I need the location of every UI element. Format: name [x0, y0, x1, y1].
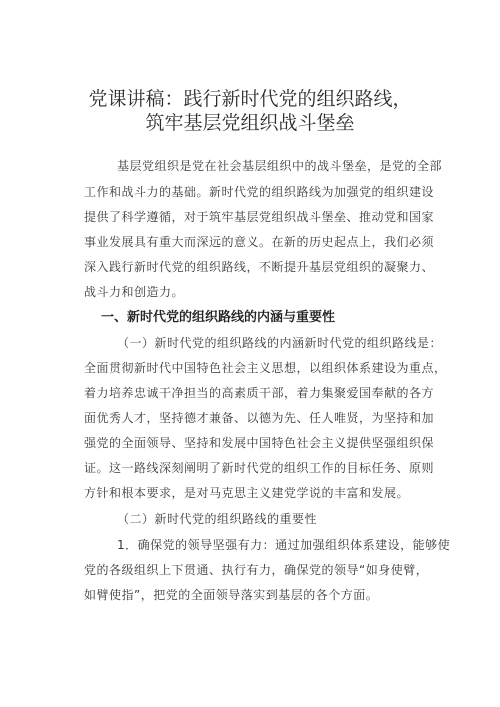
document-title-line-2: 筑牢基层党组织战斗堡垒 — [145, 112, 355, 134]
section-1-heading: 一、新时代党的组织路线的内涵与重要性 — [101, 310, 336, 325]
sub1-line-4: 面优秀人才，坚持德才兼备、以德为先、任人唯贤，为坚持和加 — [84, 411, 435, 425]
point1-line-1: 1．确保党的领导坚强有力：通过加强组织体系建设，能够使 — [117, 538, 451, 552]
sub1-line-6: 证。这一路线深刻阐明了新时代党的组织工作的目标任务、原则 — [84, 461, 435, 475]
point1-line-3: 如臂使指”，把党的全面领导落实到基层的各个方面。 — [84, 588, 379, 602]
sub1-line-1: （一）新时代党的组织路线的内涵新时代党的组织路线是： — [117, 336, 443, 350]
sub1-line-2: 全面贯彻新时代中国特色社会主义思想，以组织体系建设为重点， — [84, 361, 447, 375]
intro-line-1: 基层党组织是党在社会基层组织中的战斗堡垒，是党的全部 — [117, 159, 443, 173]
intro-line-4: 事业发展具有重大而深远的意义。在新的历史起点上，我们必须 — [84, 235, 435, 249]
document-title-line-1: 党课讲稿：践行新时代党的组织路线， — [88, 88, 412, 110]
intro-line-6: 战斗力和创造力。 — [84, 285, 185, 299]
point1-line-2: 党的各级组织上下贯通、执行有力，确保党的领导“如身使臂， — [84, 563, 429, 577]
sub2-heading: （二）新时代党的组织路线的重要性 — [117, 512, 318, 526]
sub1-line-7: 方针和根本要求，是对马克思主义建党学说的丰富和发展。 — [84, 486, 410, 500]
intro-line-5: 深入践行新时代党的组织路线，不断提升基层党组织的凝聚力、 — [84, 260, 435, 274]
intro-line-2: 工作和战斗力的基础。新时代党的组织路线为加强党的组织建设 — [84, 185, 435, 199]
sub1-line-3: 着力培养忠诚干净担当的高素质干部，着力集聚爱国奉献的各方 — [84, 386, 435, 400]
intro-line-3: 提供了科学遵循，对于筑牢基层党组织战斗堡垒、推动党和国家 — [84, 210, 435, 224]
sub1-line-5: 强党的全面领导、坚持和发展中国特色社会主义提供坚强组织保 — [84, 436, 435, 450]
